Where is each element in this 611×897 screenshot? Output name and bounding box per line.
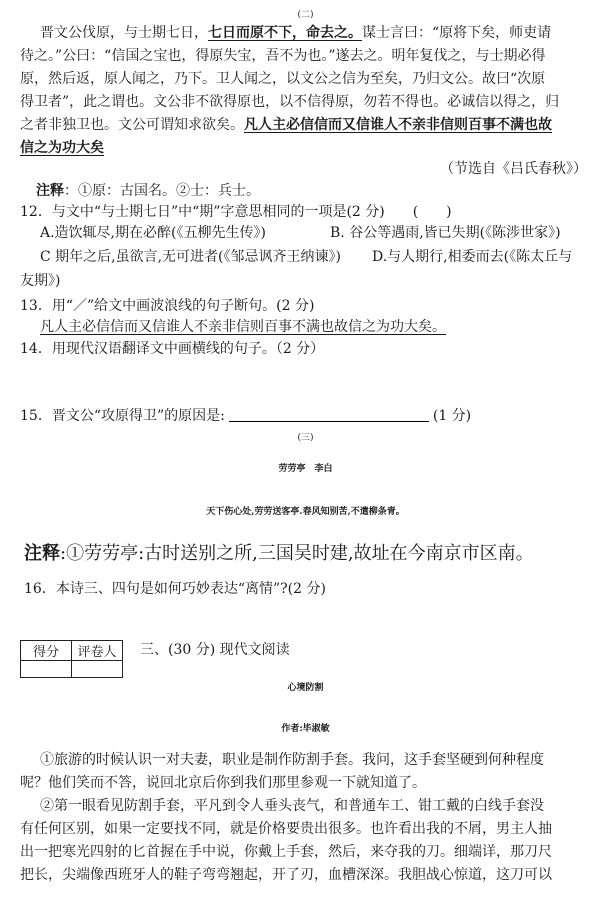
poem-line: 天下伤心处,劳劳送客亭.春风知别苦,不遣柳条青。 bbox=[206, 507, 405, 517]
passage-text: 原，然后返，原人闻之，乃下。卫人闻之，以文公之信为至矣，乃归文公。故曰“次原 bbox=[20, 71, 546, 87]
article-author: 作者:毕淑敏 bbox=[281, 724, 330, 734]
note-text: ：①原：古国名。②士：兵士。 bbox=[64, 183, 260, 199]
passage-text: 之者非独卫也。文公可谓知求欲矣。 bbox=[20, 117, 244, 133]
passage-line bbox=[40, 24, 551, 42]
article-paragraph-line: 有任何区别，如果一定要找不同，就是价格要贵出很多。也许看出我的不屑，男主人抽 bbox=[20, 821, 552, 837]
question-12-option-a: A.造饮辄尽,期在必醉(《五柳先生传》) bbox=[40, 225, 266, 241]
poem-note bbox=[24, 543, 534, 565]
passage-line bbox=[20, 139, 104, 157]
article-paragraph-line: ②第一眼看见防割手套，平凡到令人垂头丧气，和普通车工、钳工戴的白线手套没 bbox=[40, 798, 544, 814]
score-cell[interactable] bbox=[21, 661, 72, 678]
question-12-stem: 12．与文中“与士期七日”中“期”字意思相同的一项是(2 分) ( ) bbox=[20, 204, 452, 220]
passage-text: 谋士言曰：“原将下矣，师吏请 bbox=[362, 25, 552, 41]
passage-text: 晋文公伐原，与士期七日， bbox=[40, 25, 208, 41]
passage-line bbox=[20, 116, 552, 134]
article-paragraph-line: 呢？他们笑而不答，说回北京后你到我们那里参观一下就知道了。 bbox=[20, 775, 426, 791]
grader-header: 评卷人 bbox=[72, 641, 123, 661]
poem-note-text: :①劳劳亭:古时送别之所,三国吴时建,故址在今南京市区南。 bbox=[60, 543, 534, 564]
passage-line bbox=[20, 47, 545, 65]
poem-title: 劳劳亭 李白 bbox=[278, 464, 333, 474]
section-heading-2: (三) bbox=[297, 433, 314, 443]
section-heading: (二) bbox=[297, 10, 314, 20]
question-14-stem: 14．用现代汉语翻译文中画横线的句子。（2 分） bbox=[20, 341, 325, 357]
section-3-heading: 三、(30 分) 现代文阅读 bbox=[140, 642, 290, 658]
question-15-line bbox=[20, 407, 471, 425]
article-paragraph-line: 出一把寒光四射的匕首握在手中说，你戴上手套，然后，来夺我的刀。细端详，那刀尺 bbox=[20, 844, 552, 860]
poem-note-label: 注释 bbox=[24, 543, 60, 564]
passage-text: 待之。”公曰：“信国之宝也，得原失宝，吾不为也。”遂去之。明年复伐之，与士期必得 bbox=[20, 48, 546, 64]
source-citation: （节选自《吕氏春秋》） bbox=[440, 161, 587, 177]
grader-cell[interactable] bbox=[72, 661, 123, 678]
underlined-sentence: 七日而原不下，命去之。 bbox=[208, 25, 362, 41]
question-12-option-d: D.与人期行,相委而去(《陈太丘与 bbox=[372, 249, 573, 265]
question-12-option-b: B. 谷公等遇雨,皆已失期(《陈涉世家》) bbox=[330, 225, 561, 241]
question-16-stem: 16．本诗三、四句是如何巧妙表达“离情”?(2 分) bbox=[24, 581, 326, 597]
question-13-stem: 13．用“／”给文中画波浪线的句子断句。(2 分) bbox=[20, 298, 315, 314]
score-header: 得分 bbox=[21, 641, 72, 661]
article-paragraph-line: 把长，尖端像西班牙人的鞋子弯弯翘起，开了刃，血槽深深。我胆战心惊道，这刀可以 bbox=[20, 867, 552, 883]
article-title: 心境防割 bbox=[287, 683, 324, 693]
article-paragraph-line: ①旅游的时候认识一对夫妻，职业是制作防割手套。我问，这手套坚硬到何种程度 bbox=[40, 752, 544, 768]
question-15-score: (1 分) bbox=[432, 408, 472, 424]
note-line bbox=[36, 182, 260, 200]
question-12-option-d-cont: 友期》) bbox=[20, 273, 61, 289]
answer-blank[interactable] bbox=[229, 407, 429, 422]
score-table bbox=[20, 640, 123, 678]
passage-line bbox=[20, 93, 559, 111]
question-13-sentence: 凡人主必信信而又信谁人不亲非信则百事不满也故信之为功大矣。 bbox=[40, 319, 446, 335]
passage-line bbox=[20, 70, 545, 88]
note-label: 注释 bbox=[36, 183, 64, 199]
question-15-stem: 15．晋文公“攻原得卫”的原因是: bbox=[20, 408, 225, 424]
underlined-sentence: 凡人主必信信而又信谁人不亲非信则百事不满也故 bbox=[244, 117, 552, 133]
underlined-sentence: 信之为功大矣 bbox=[20, 140, 104, 156]
passage-text: 得卫者”，此之谓也。文公非不欲得原也，以不信得原，勿若不得也。必诚信以得之，归 bbox=[20, 94, 560, 110]
question-12-option-c: C 期年之后,虽欲言,无可进者(《邹忌讽齐王纳谏》) bbox=[40, 249, 341, 265]
